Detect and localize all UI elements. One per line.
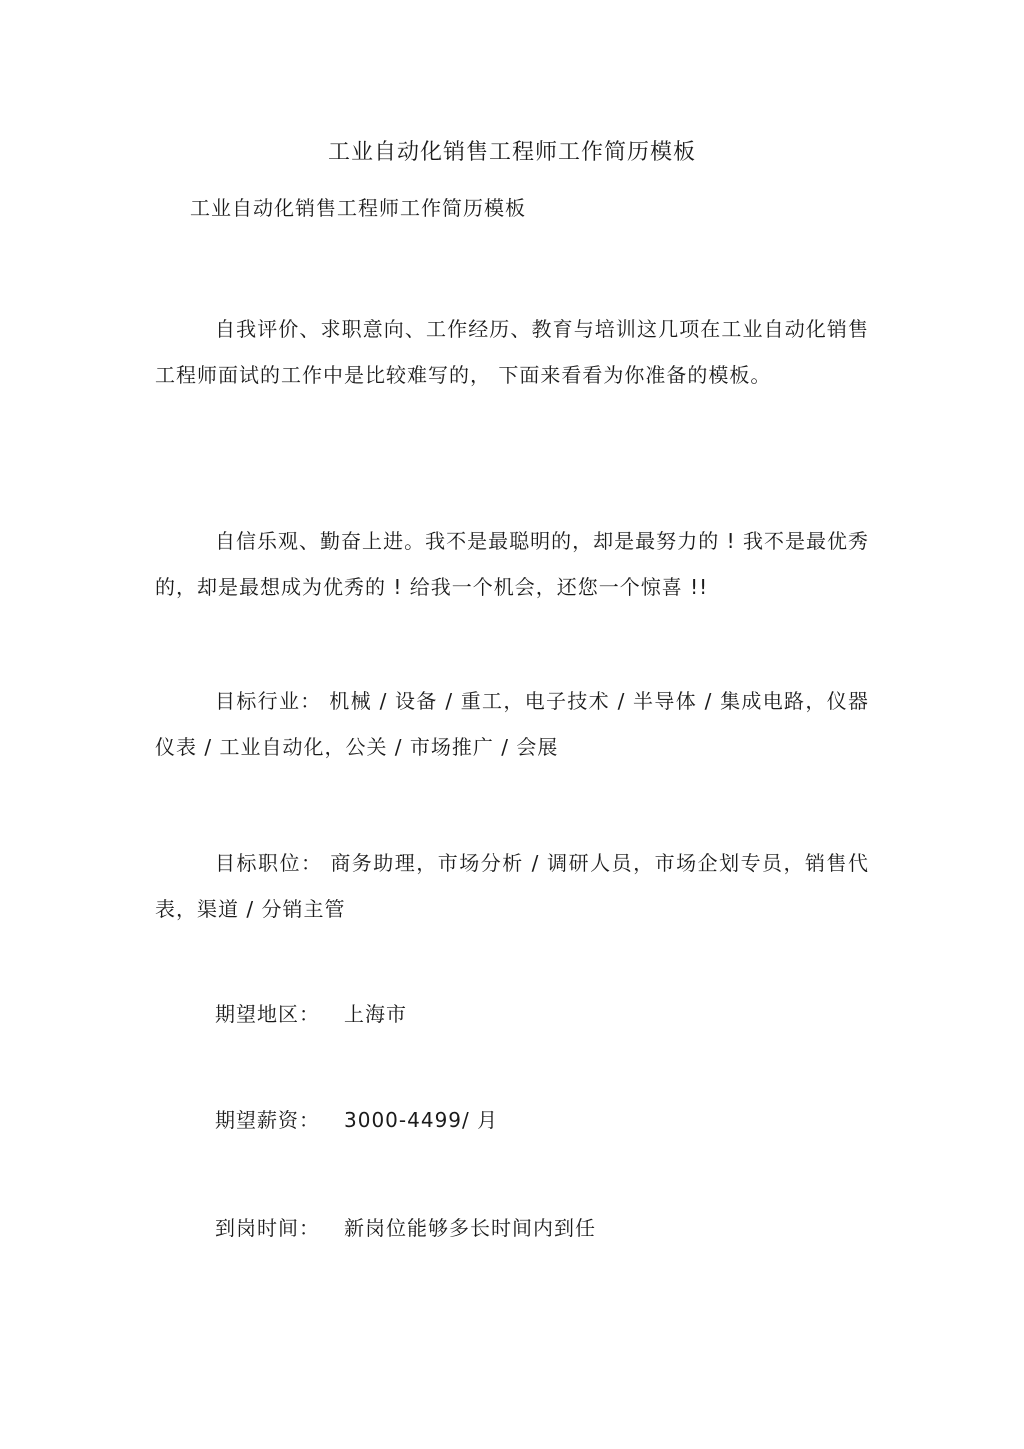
intro-paragraph: 自我评价、求职意向、工作经历、教育与培训这几项在工业自动化销售工程师面试的工作中是比较难写的， 下面来看看为你准备的模板。 xyxy=(155,317,869,387)
target-position-paragraph xyxy=(155,840,869,932)
document-subtitle: 工业自动化销售工程师工作简历模板 xyxy=(190,196,526,220)
expected-location-label: 期望地区： xyxy=(215,1002,320,1026)
availability-row xyxy=(215,1213,596,1243)
expected-location-row xyxy=(215,999,407,1029)
target-position-label: 目标职位： xyxy=(215,851,323,875)
target-industry-label: 目标行业： xyxy=(215,689,322,713)
expected-salary-row xyxy=(215,1105,498,1135)
expected-salary-value: 3000-4499/ 月 xyxy=(344,1108,499,1132)
target-position-value: 商务助理，市场分析 / 调研人员，市场企划专员，销售代表，渠道 / 分销主管 xyxy=(155,851,870,921)
availability-label: 到岗时间： xyxy=(215,1216,320,1240)
document-title: 工业自动化销售工程师工作简历模板 xyxy=(327,140,696,165)
expected-location-value: 上海市 xyxy=(344,1002,407,1026)
self-evaluation-paragraph: 自信乐观、勤奋上进。我不是最聪明的，却是最努力的 ! 我不是最优秀的，却是最想成为优秀的 ! 给我一个机会，还您一个惊喜 !! xyxy=(155,529,869,599)
target-industry-paragraph xyxy=(155,678,869,770)
expected-salary-label: 期望薪资： xyxy=(215,1108,320,1132)
target-industry-value: 机械 / 设备 / 重工，电子技术 / 半导体 / 集成电路，仪器仪表 / 工业自动化，公关 / 市场推广 / 会展 xyxy=(155,689,870,759)
availability-value: 新岗位能够多长时间内到任 xyxy=(344,1216,596,1240)
